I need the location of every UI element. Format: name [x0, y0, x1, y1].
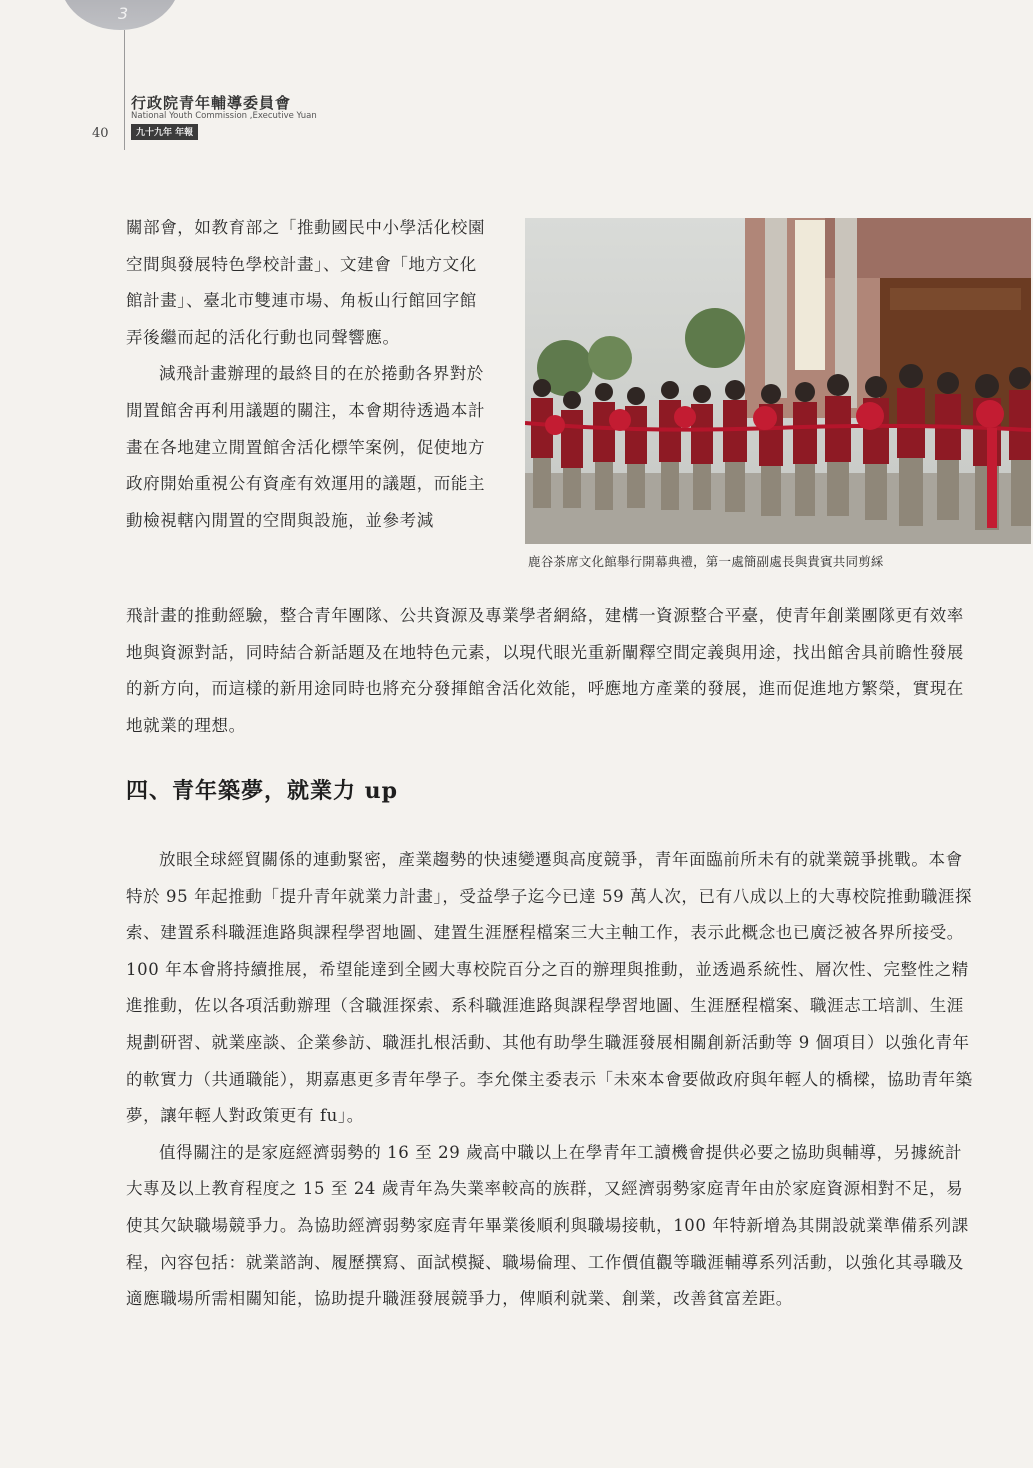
section-heading: 四、青年築夢，就業力 up — [126, 778, 399, 804]
org-name: 行政院青年輔導委員會 — [131, 94, 292, 112]
continuation-paragraph: 飛計畫的推動經驗，整合青年團隊、公共資源及專業學者網絡，建構一資源整合平臺，使青年創業團隊更有效率地與資源對話，同時結合新話題及在地特色元素，以現代眼光重新闡釋空間定義與用途，找出館舍具前瞻性發展的新方向，而這樣的新用途同時也將充分發揮館舍活化效能，呼應地方產業的發展，進而促進地方繁榮，實現在地就業的理想。 — [126, 606, 964, 735]
section-paragraph-1: 放眼全球經貿關係的連動緊密，產業趨勢的快速變遷與高度競爭，青年面臨前所未有的就業競爭挑戰。本會特於 95 年起推動「提升青年就業力計畫」，受益學子迄今已達 59 萬人次，已有八成以上的大專校院推動職涯探索、建置系科職涯進路與課程學習地圖、建置生涯歷程檔案三大主軸工作，表示此概念也已廣泛被各界所接受。100 年本會將持續推展，希望能達到全國大專校院百分之百的辦理與推動，並透過系統性、層次性、完整性之精進推動，佐以各項活動辦理（含職涯探索、系科職涯進路與課程學習地圖、生涯歷程檔案、職涯志工培訓、生涯規劃研習、就業座談、企業參訪、職涯扎根活動、其他有助學生職涯發展相關創新活動等 9 個項目）以強化青年的軟實力（共通職能），期嘉惠更多青年學子。李允傑主委表示「未來本會要做政府與年輕人的橋樑，協助青年築夢，讓年輕人對政策更有 fu」。 — [126, 850, 973, 1126]
org-english-name: National Youth Commission ,Executive Yuan — [131, 111, 317, 121]
ribbon-cutting-photo — [525, 218, 1031, 544]
left-paragraph-2: 減飛計畫辦理的最終目的在於捲動各界對於閒置館舍再利用議題的關注，本會期待透過本計畫在各地建立閒置館舍活化標竿案例，促使地方政府開始重視公有資產有效運用的議題，而能主動檢視轄內閒置的空間與設施，並參考減 — [126, 364, 486, 530]
photo-caption: 鹿谷茶席文化館舉行開幕典禮，第一處簡副處長與貴賓共同剪綵 — [528, 554, 884, 569]
section-body — [126, 842, 976, 1318]
chapter-number: 3 — [118, 4, 129, 23]
banner — [795, 220, 825, 370]
page-number: 40 — [92, 126, 109, 141]
header-divider-line — [124, 30, 125, 150]
left-column-text — [126, 210, 491, 539]
annual-report-badge: 九十九年 年報 — [131, 124, 198, 140]
left-paragraph-1: 關部會，如教育部之「推動國民中小學活化校園空間與發展特色學校計畫」、文建會「地方文化館計畫」、臺北市雙連市場、角板山行館回字館弄後繼而起的活化行動也同聲響應。 — [126, 218, 486, 347]
photo-illustration — [525, 218, 1031, 544]
section-paragraph-2: 值得關注的是家庭經濟弱勢的 16 至 29 歲高中職以上在學青年工讀機會提供必要之協助與輔導，另據統計大專及以上教育程度之 15 至 24 歲青年為失業率較高的族群，又經濟弱勢家庭青年由於家庭資源相對不足，易使其欠缺職場競爭力。為協助經濟弱勢家庭青年畢業後順利與職場接軌，100 年特新增為其開設就業準備系列課程，內容包括：就業諮詢、履歷撰寫、面試模擬、職場倫理、工作價值觀等職涯輔導系列活動，以強化其尋職及適應職場所需相關知能，協助提升職涯發展競爭力，俾順利就業、創業，改善貧富差距。 — [126, 1142, 969, 1309]
